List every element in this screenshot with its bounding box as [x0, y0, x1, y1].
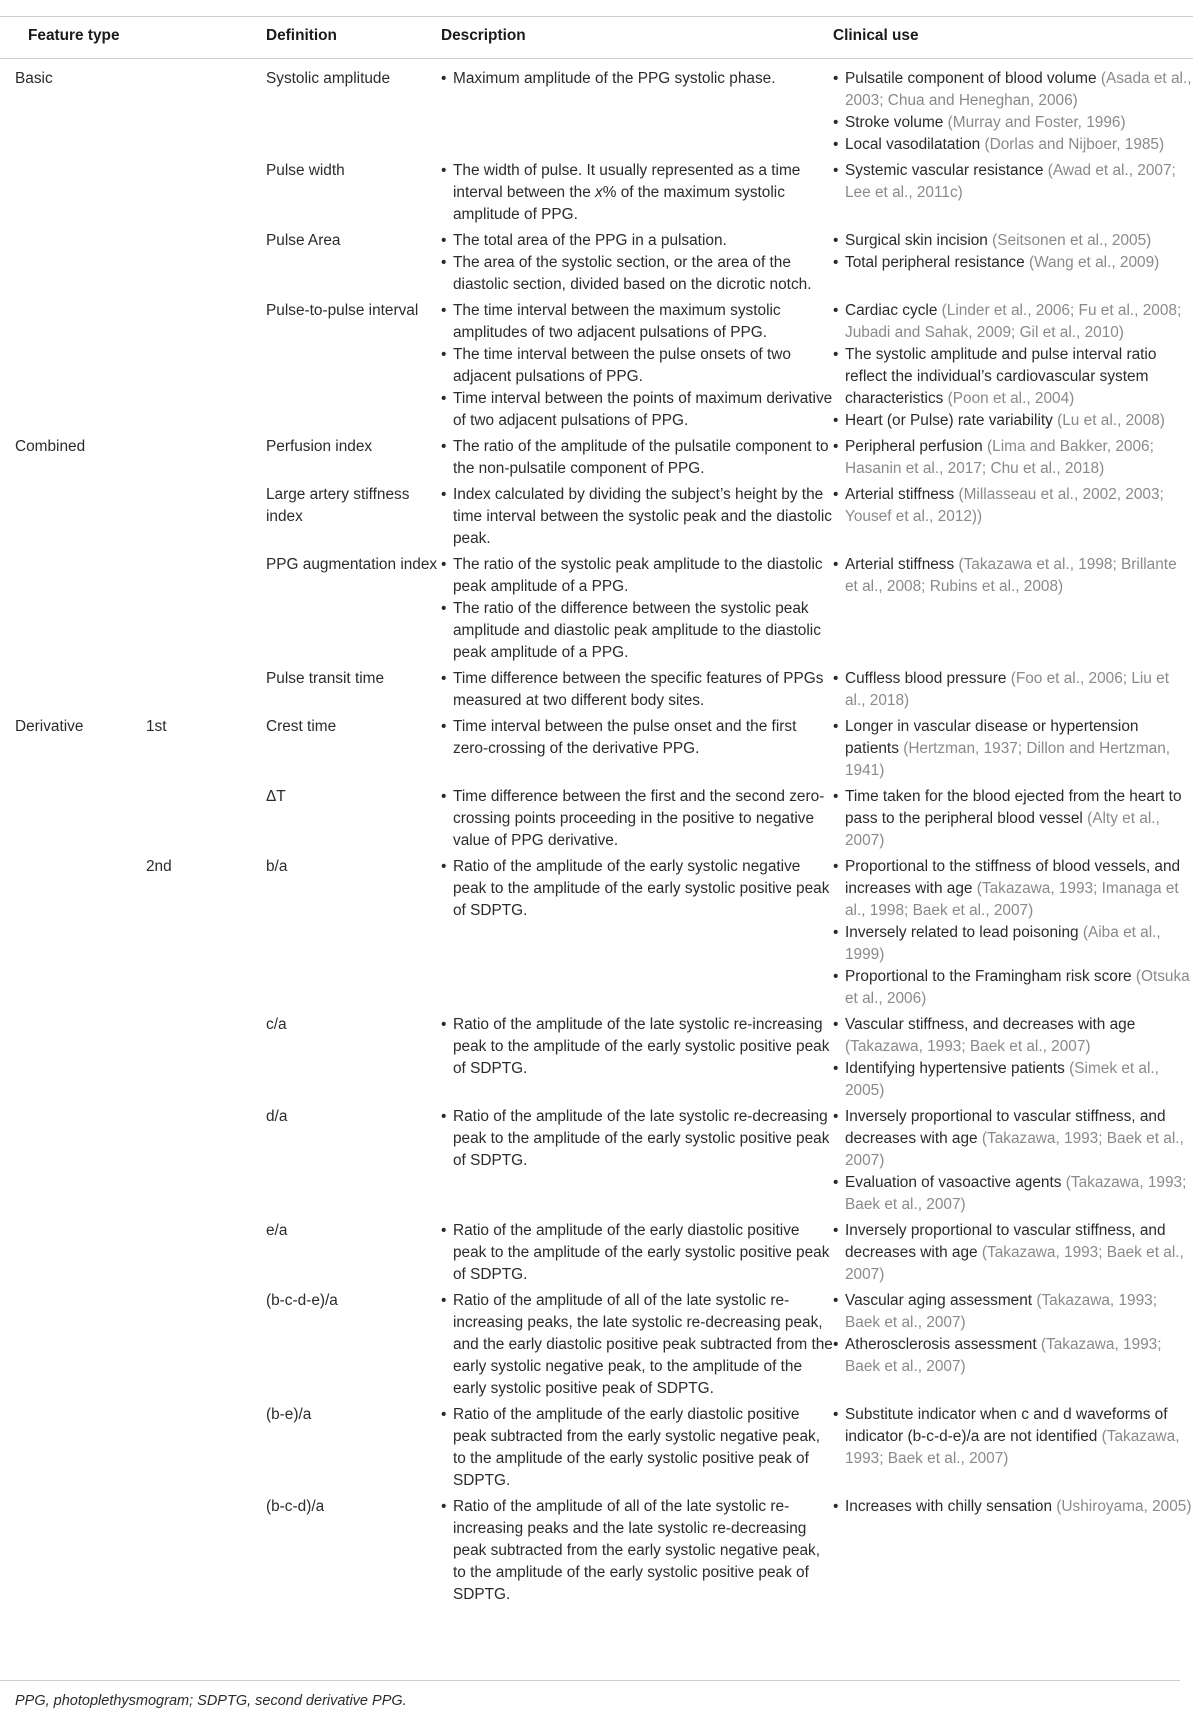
clinical-use-item [833, 1014, 1193, 1058]
feature-type-cell [0, 668, 146, 716]
clinical-use-item [833, 966, 1193, 1010]
clinical-use-list [833, 1220, 1193, 1286]
reference-citation: (Wang et al., 2009) [1028, 254, 1160, 271]
clinical-use-item [833, 554, 1193, 598]
subtype-cell [146, 300, 266, 436]
table-row [0, 668, 1193, 716]
table-row [0, 1014, 1193, 1106]
description-list [441, 1404, 833, 1492]
clinical-use-list [833, 716, 1193, 782]
reference-citation: (Asada et al., 2003; Chua and Heneghan, 2006) [845, 70, 1192, 109]
subtype-cell [146, 1014, 266, 1106]
reference-citation: (Foo et al., 2006; Liu et al., 2018) [845, 670, 1169, 709]
definition-cell: Large artery stiffness index [266, 486, 410, 525]
subtype-cell [146, 230, 266, 300]
reference-citation: (Takazawa, 1993; Baek et al., 2007) [845, 1336, 1162, 1375]
clinical-use-cell [833, 300, 1193, 436]
feature-type-cell [0, 1106, 146, 1220]
feature-type-cell [0, 786, 146, 856]
clinical-use-list [833, 1404, 1193, 1470]
description-list [441, 786, 833, 852]
reference-citation: (Aiba et al., 1999) [845, 924, 1161, 963]
description-list [441, 1220, 833, 1286]
reference-citation: (Takazawa, 1993; Baek et al., 2007) [845, 1428, 1180, 1467]
reference-citation: (Seitsonen et al., 2005) [992, 232, 1152, 249]
clinical-use-item [833, 134, 1193, 156]
clinical-use-list [833, 1290, 1193, 1378]
clinical-use-text: Longer in vascular disease or hypertension patients [845, 718, 1139, 757]
description-item: • Ratio of the amplitude of the early diastolic positive peak to the amplitude of the early systolic positive peak of SDPTG. [441, 1220, 833, 1286]
clinical-use-cell [833, 1220, 1193, 1290]
clinical-use-item [833, 230, 1193, 252]
definition-cell: ΔT [266, 788, 286, 805]
table-row [0, 716, 1193, 786]
clinical-use-list [833, 68, 1193, 156]
clinical-use-list [833, 554, 1193, 598]
clinical-use-list [833, 300, 1193, 432]
clinical-use-item [833, 668, 1193, 712]
clinical-use-text: Total peripheral resistance [845, 254, 1029, 271]
clinical-use-text: Peripheral perfusion [845, 438, 988, 455]
description-item: • Time interval between the points of maximum derivative of two adjacent pulsations of PPG. [441, 388, 833, 432]
clinical-use-text: Arterial stiffness [845, 556, 959, 573]
clinical-use-cell [833, 484, 1193, 554]
subtype-cell [146, 1220, 266, 1290]
reference-citation: (Hertzman, 1937; Dillon and Hertzman, 1941) [845, 740, 1171, 779]
subtype-cell [146, 554, 266, 668]
table-bottom-rule [0, 1680, 1180, 1681]
clinical-use-item [833, 484, 1193, 528]
definition-cell: Systolic amplitude [266, 70, 391, 87]
description-list [441, 1496, 833, 1606]
definition-cell: b/a [266, 858, 288, 875]
clinical-use-cell [833, 856, 1193, 1014]
clinical-use-text: Arterial stiffness [845, 486, 959, 503]
clinical-use-list [833, 160, 1193, 204]
reference-citation: (Alty et al., 2007) [845, 810, 1160, 849]
clinical-use-cell [833, 1106, 1193, 1220]
header-description: Description [441, 17, 833, 59]
clinical-use-item [833, 1290, 1193, 1334]
description-list [441, 160, 833, 226]
subtype-cell [146, 59, 266, 161]
description-cell [441, 1220, 833, 1290]
description-list [441, 436, 833, 480]
description-cell [441, 1106, 833, 1220]
clinical-use-text: Inversely related to lead poisoning [845, 924, 1083, 941]
description-item: • Ratio of the amplitude of all of the late systolic re-increasing peaks and the late systolic re-decreasing peak subtracted from the early systolic negative peak, to the amplitude of the early systolic positive peak of SDPTG. [441, 1496, 833, 1606]
description-item: • Maximum amplitude of the PPG systolic phase. [441, 68, 833, 90]
clinical-use-text: Identifying hypertensive patients [845, 1060, 1070, 1077]
subtype-cell: 2nd [146, 858, 172, 875]
reference-citation: (Murray and Foster, 1996) [947, 114, 1126, 131]
description-list [441, 484, 833, 550]
clinical-use-list [833, 1496, 1193, 1518]
description-cell [441, 436, 833, 484]
feature-type-cell: Basic [15, 70, 53, 87]
clinical-use-item [833, 1106, 1193, 1172]
reference-citation: (Takazawa, 1993; Baek et al., 2007) [845, 1292, 1157, 1331]
reference-citation: (Takazawa, 1993; Baek et al., 2007) [845, 1038, 1091, 1055]
reference-citation: (Awad et al., 2007; Lee et al., 2011c) [845, 162, 1176, 201]
clinical-use-cell [833, 1496, 1193, 1610]
feature-type-cell [0, 230, 146, 300]
clinical-use-item [833, 300, 1193, 344]
clinical-use-text: Systemic vascular resistance [845, 162, 1048, 179]
description-list [441, 300, 833, 432]
table-row [0, 1404, 1193, 1496]
subtype-cell [146, 1106, 266, 1220]
clinical-use-item [833, 112, 1193, 134]
description-list [441, 716, 833, 760]
header-subtype [146, 17, 266, 59]
feature-type-cell [0, 1290, 146, 1404]
clinical-use-cell [833, 160, 1193, 230]
clinical-use-text: Local vasodilatation [845, 136, 985, 153]
reference-citation: (Takazawa, 1993; Baek et al., 2007) [845, 1130, 1184, 1169]
definition-cell: (b-c-d)/a [266, 1498, 325, 1515]
clinical-use-cell [833, 436, 1193, 484]
clinical-use-item [833, 786, 1193, 852]
table-body [0, 59, 1193, 1611]
feature-type-cell [0, 1404, 146, 1496]
table-row [0, 786, 1193, 856]
description-list [441, 668, 833, 712]
reference-citation: (Takazawa, 1993; Baek et al., 2007) [845, 1174, 1187, 1213]
table-row [0, 59, 1193, 161]
clinical-use-item [833, 160, 1193, 204]
definition-cell: (b-e)/a [266, 1406, 312, 1423]
reference-citation: (Takazawa et al., 1998; Brillante et al., 2008; Rubins et al., 2008) [845, 556, 1177, 595]
definition-cell: Pulse width [266, 162, 345, 179]
clinical-use-item [833, 1058, 1193, 1102]
definition-cell: Pulse transit time [266, 670, 385, 687]
subtype-cell [146, 1290, 266, 1404]
description-cell [441, 716, 833, 786]
clinical-use-text: The systolic amplitude and pulse interval ratio reflect the individual’s cardiovascular system characteristics [845, 346, 1157, 407]
clinical-use-list [833, 484, 1193, 528]
clinical-use-text: Pulsatile component of blood volume [845, 70, 1101, 87]
description-cell [441, 59, 833, 161]
description-item: • Ratio of the amplitude of the late systolic re-increasing peak to the amplitude of the early systolic positive peak of SDPTG. [441, 1014, 833, 1080]
clinical-use-text: Proportional to the stiffness of blood vessels, and increases with age [845, 858, 1181, 897]
clinical-use-text: Stroke volume [845, 114, 948, 131]
definition-cell: PPG augmentation index [266, 556, 438, 573]
header-feature-type: Feature type [0, 17, 146, 59]
table-row [0, 1220, 1193, 1290]
clinical-use-item [833, 1404, 1193, 1470]
feature-type-cell [0, 1496, 146, 1610]
table-row [0, 1290, 1193, 1404]
clinical-use-cell [833, 716, 1193, 786]
subtype-cell [146, 436, 266, 484]
table-footnote: PPG, photoplethysmogram; SDPTG, second derivative PPG. [15, 1693, 407, 1709]
clinical-use-list [833, 1106, 1193, 1216]
clinical-use-text: Increases with chilly sensation [845, 1498, 1057, 1515]
feature-type-cell: Derivative [15, 718, 84, 735]
table-row [0, 554, 1193, 668]
definition-cell: Pulse Area [266, 232, 341, 249]
table-header [0, 17, 1193, 59]
clinical-use-text: Substitute indicator when c and d waveforms of indicator (b-c-d-e)/a are not identified [845, 1406, 1168, 1445]
description-cell [441, 1496, 833, 1610]
description-list [441, 554, 833, 664]
clinical-use-text: Evaluation of vasoactive agents [845, 1174, 1066, 1191]
subtype-cell [146, 1404, 266, 1496]
description-cell [441, 1290, 833, 1404]
clinical-use-cell [833, 554, 1193, 668]
clinical-use-text: Vascular stiffness, and decreases with age [845, 1016, 1136, 1033]
description-item: • The area of the systolic section, or the area of the diastolic section, divided based on the dicrotic notch. [441, 252, 833, 296]
clinical-use-cell [833, 1290, 1193, 1404]
reference-citation: (Millasseau et al., 2002, 2003; Yousef et al., 2012)) [845, 486, 1164, 525]
reference-citation: (Otsuka et al., 2006) [845, 968, 1190, 1007]
description-cell [441, 668, 833, 716]
description-cell [441, 300, 833, 436]
clinical-use-text: Cardiac cycle [845, 302, 942, 319]
definition-cell: e/a [266, 1222, 288, 1239]
clinical-use-item [833, 1334, 1193, 1378]
clinical-use-text: Inversely proportional to vascular stiffness, and decreases with age [845, 1222, 1166, 1261]
clinical-use-item [833, 1220, 1193, 1286]
description-cell [441, 484, 833, 554]
feature-type-cell [0, 554, 146, 668]
clinical-use-list [833, 668, 1193, 712]
description-item: • Index calculated by dividing the subject’s height by the time interval between the systolic peak and the diastolic peak. [441, 484, 833, 550]
description-item: • Ratio of the amplitude of all of the late systolic re-increasing peaks, the late systolic re-decreasing peak, and the early diastolic positive peak subtracted from the early systolic negative peak, to the amplitude of the early systolic positive peak of SDPTG. [441, 1290, 833, 1400]
feature-type-cell [0, 160, 146, 230]
subtype-cell [146, 160, 266, 230]
description-item: • The ratio of the amplitude of the pulsatile component to the non-pulsatile component of PPG. [441, 436, 833, 480]
feature-type-cell [0, 856, 146, 1014]
table-row [0, 1106, 1193, 1220]
description-cell [441, 786, 833, 856]
clinical-use-item [833, 344, 1193, 410]
clinical-use-text: Cuffless blood pressure [845, 670, 1011, 687]
clinical-use-item [833, 68, 1193, 112]
clinical-use-item [833, 1172, 1193, 1216]
description-list [441, 1106, 833, 1172]
reference-citation: (Dorlas and Nijboer, 1985) [984, 136, 1165, 153]
description-cell [441, 160, 833, 230]
description-item: • Time difference between the specific features of PPGs measured at two different body sites. [441, 668, 833, 712]
reference-citation: (Takazawa, 1993; Imanaga et al., 1998; Baek et al., 2007) [845, 880, 1179, 919]
clinical-use-item [833, 252, 1193, 274]
clinical-use-cell [833, 1014, 1193, 1106]
clinical-use-list [833, 230, 1193, 274]
header-row [0, 17, 1193, 59]
clinical-use-item [833, 436, 1193, 480]
feature-type-cell [0, 1220, 146, 1290]
feature-type-cell [0, 300, 146, 436]
description-list [441, 230, 833, 296]
subtype-cell [146, 484, 266, 554]
feature-type-cell: Combined [15, 438, 86, 455]
clinical-use-list [833, 1014, 1193, 1102]
feature-type-cell [0, 1014, 146, 1106]
description-cell [441, 1014, 833, 1106]
reference-citation: (Ushiroyama, 2005) [1056, 1498, 1192, 1515]
table-row [0, 300, 1193, 436]
clinical-use-text: Surgical skin incision [845, 232, 993, 249]
description-item: • The time interval between the maximum systolic amplitudes of two adjacent pulsations of PPG. [441, 300, 833, 344]
clinical-use-item [833, 410, 1193, 432]
clinical-use-text: Proportional to the Framingham risk score [845, 968, 1136, 985]
description-cell [441, 554, 833, 668]
clinical-use-cell [833, 1404, 1193, 1496]
definition-cell: Perfusion index [266, 438, 373, 455]
reference-citation: (Lima and Bakker, 2006; Hasanin et al., 2017; Chu et al., 2018) [845, 438, 1154, 477]
description-list [441, 856, 833, 922]
reference-citation: (Linder et al., 2006; Fu et al., 2008; Jubadi and Sahak, 2009; Gil et al., 2010) [845, 302, 1182, 341]
clinical-use-cell [833, 668, 1193, 716]
header-definition: Definition [266, 17, 441, 59]
reference-citation: (Takazawa, 1993; Baek et al., 2007) [845, 1244, 1184, 1283]
clinical-use-cell [833, 230, 1193, 300]
definition-cell: d/a [266, 1108, 288, 1125]
clinical-use-item [833, 1496, 1193, 1518]
table-row [0, 160, 1193, 230]
subtype-cell: 1st [146, 718, 167, 735]
description-item: • Ratio of the amplitude of the early diastolic positive peak subtracted from the early systolic negative peak, to the amplitude of the early systolic positive peak of SDPTG. [441, 1404, 833, 1492]
definition-cell: (b-c-d-e)/a [266, 1292, 338, 1309]
description-item: • The ratio of the difference between the systolic peak amplitude and diastolic peak amplitude to the diastolic peak amplitude of a PPG. [441, 598, 833, 664]
table-row [0, 436, 1193, 484]
subtype-cell [146, 668, 266, 716]
description-item: • Ratio of the amplitude of the early systolic negative peak to the amplitude of the early systolic positive peak of SDPTG. [441, 856, 833, 922]
reference-citation: (Lu et al., 2008) [1057, 412, 1165, 429]
description-item: • The total area of the PPG in a pulsation. [441, 230, 833, 252]
clinical-use-text: Atherosclerosis assessment [845, 1336, 1041, 1353]
clinical-use-cell [833, 786, 1193, 856]
clinical-use-cell [833, 59, 1193, 161]
description-item: • The width of pulse. It usually represented as a time interval between the x% of the maximum systolic amplitude of PPG. [441, 160, 833, 226]
description-list [441, 68, 833, 90]
definition-cell: Pulse-to-pulse interval [266, 302, 419, 319]
description-cell [441, 230, 833, 300]
description-cell [441, 856, 833, 1014]
definition-cell: c/a [266, 1016, 287, 1033]
table-row [0, 484, 1193, 554]
clinical-use-list [833, 786, 1193, 852]
clinical-use-item [833, 716, 1193, 782]
header-clinical-use: Clinical use [833, 17, 1193, 59]
clinical-use-list [833, 436, 1193, 480]
clinical-use-list [833, 856, 1193, 1010]
table-row [0, 1496, 1193, 1610]
feature-type-cell [0, 484, 146, 554]
description-cell [441, 1404, 833, 1496]
subtype-cell [146, 1496, 266, 1610]
subtype-cell [146, 786, 266, 856]
clinical-use-text: Vascular aging assessment [845, 1292, 1037, 1309]
description-item: • Ratio of the amplitude of the late systolic re-decreasing peak to the amplitude of the early systolic positive peak of SDPTG. [441, 1106, 833, 1172]
reference-citation: (Poon et al., 2004) [947, 390, 1075, 407]
features-table [0, 16, 1193, 1610]
description-item: • Time interval between the pulse onset and the first zero-crossing of the derivative PPG. [441, 716, 833, 760]
clinical-use-item [833, 922, 1193, 966]
description-item: • Time difference between the first and the second zero-crossing points proceeding in the positive to negative value of PPG derivative. [441, 786, 833, 852]
definition-cell: Crest time [266, 718, 337, 735]
reference-citation: (Simek et al., 2005) [845, 1060, 1159, 1099]
table-row [0, 856, 1193, 1014]
description-item: • The time interval between the pulse onsets of two adjacent pulsations of PPG. [441, 344, 833, 388]
clinical-use-text: Time taken for the blood ejected from the heart to pass to the peripheral blood vessel [845, 788, 1182, 827]
description-item: • The ratio of the systolic peak amplitude to the diastolic peak amplitude of a PPG. [441, 554, 833, 598]
table-row [0, 230, 1193, 300]
clinical-use-text: Inversely proportional to vascular stiffness, and decreases with age [845, 1108, 1166, 1147]
description-list [441, 1290, 833, 1400]
clinical-use-text: Heart (or Pulse) rate variability [845, 412, 1058, 429]
description-list [441, 1014, 833, 1080]
clinical-use-item [833, 856, 1193, 922]
